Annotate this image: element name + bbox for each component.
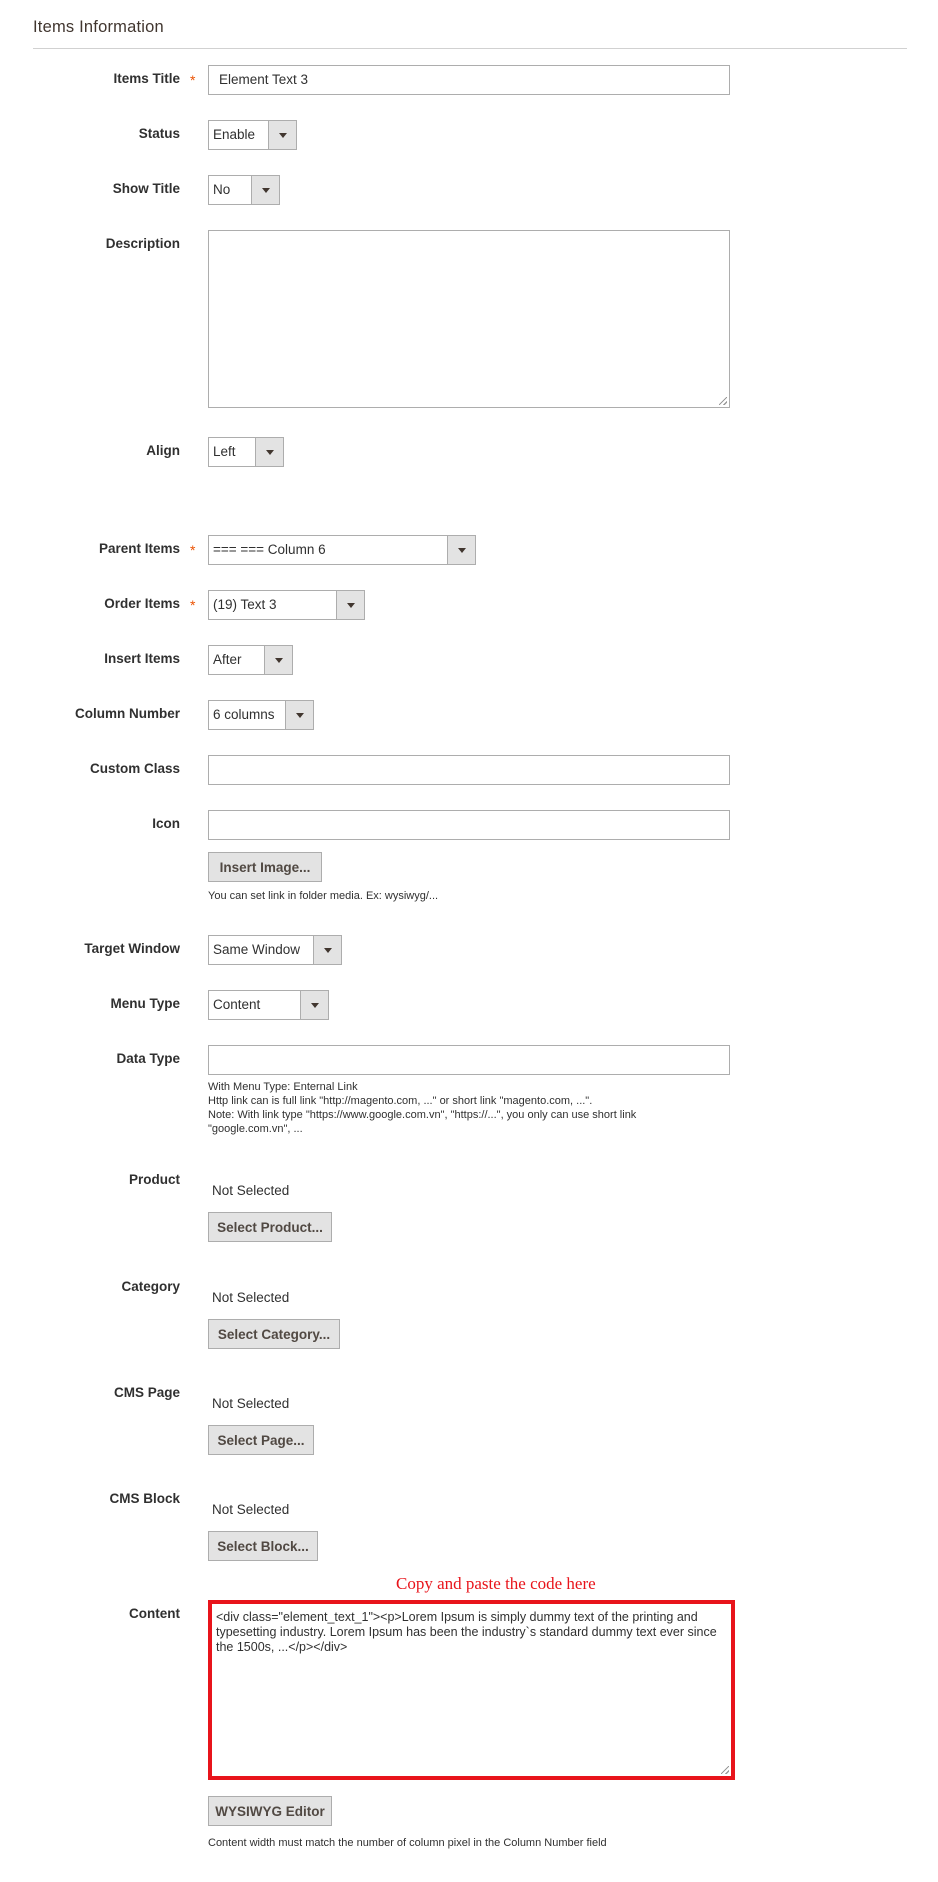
select-page-button[interactable]: Select Page...: [208, 1425, 314, 1455]
order-items-select[interactable]: [208, 590, 365, 620]
show-title-select[interactable]: [208, 175, 280, 205]
parent-items-label: Parent Items: [98, 541, 180, 556]
order-items-label: Order Items: [104, 596, 180, 611]
status-selected-value: Enable: [213, 127, 256, 142]
cms-block-status: Not Selected: [212, 1502, 290, 1517]
insert-items-label: Insert Items: [104, 651, 180, 666]
menu-type-select[interactable]: [208, 990, 329, 1020]
align-label: Align: [146, 443, 180, 458]
product-label: Product: [128, 1172, 180, 1187]
data-type-note-line: Note: With link type "https://www.google.com.vn", "https://...", you only can use short link: [208, 1109, 637, 1121]
parent-items-selected-value: === === Column 6: [213, 542, 326, 557]
chevron-down-icon: [251, 176, 279, 204]
chevron-down-icon: [264, 646, 292, 674]
required-mark: *: [190, 72, 196, 88]
insert-image-button[interactable]: Insert Image...: [208, 852, 322, 882]
chevron-down-icon: [285, 701, 313, 729]
data-type-input[interactable]: [208, 1045, 730, 1075]
resize-handle-icon[interactable]: [721, 1766, 729, 1774]
target-window-selected-value: Same Window: [213, 942, 301, 957]
chevron-down-icon: [268, 121, 296, 149]
menu-type-label: Menu Type: [110, 996, 180, 1011]
column-number-select[interactable]: [208, 700, 314, 730]
order-items-selected-value: (19) Text 3: [213, 597, 277, 612]
data-type-label: Data Type: [116, 1051, 180, 1066]
required-mark: *: [190, 542, 196, 558]
select-category-button[interactable]: Select Category...: [208, 1319, 340, 1349]
chevron-down-icon: [313, 936, 341, 964]
target-window-label: Target Window: [84, 941, 180, 956]
content-code: <div class="element_text_1"><p>Lorem Ipsum is simply dummy text of the printing and typesetting industry. Lorem Ipsum has been the industry`s standard dummy text ever since the 1500s, ...</p></div>: [216, 1610, 717, 1654]
cms-page-status: Not Selected: [212, 1396, 290, 1411]
items-title-input[interactable]: Element Text 3: [208, 65, 730, 95]
menu-type-selected-value: Content: [213, 997, 261, 1012]
show-title-selected-value: No: [213, 182, 231, 197]
content-note: Content width must match the number of column pixel in the Column Number field: [208, 1837, 607, 1849]
chevron-down-icon: [447, 536, 475, 564]
resize-handle-icon[interactable]: [719, 397, 727, 405]
select-block-button[interactable]: Select Block...: [208, 1531, 318, 1561]
category-status: Not Selected: [212, 1290, 290, 1305]
content-annotation: Copy and paste the code here: [396, 1574, 596, 1593]
show-title-label: Show Title: [112, 181, 180, 196]
items-title-label: Items Title: [113, 71, 180, 86]
required-mark: *: [190, 597, 196, 613]
column-number-selected-value: 6 columns: [213, 707, 275, 722]
select-product-button[interactable]: Select Product...: [208, 1212, 332, 1242]
chevron-down-icon: [336, 591, 364, 619]
data-type-note: [208, 1080, 728, 1136]
custom-class-label: Custom Class: [89, 761, 180, 776]
align-selected-value: Left: [213, 444, 236, 459]
icon-label: Icon: [152, 816, 180, 831]
column-number-label: Column Number: [74, 706, 180, 721]
icon-input[interactable]: [208, 810, 730, 840]
content-label: Content: [129, 1606, 180, 1621]
custom-class-input[interactable]: [208, 755, 730, 785]
cms-page-label: CMS Page: [113, 1385, 180, 1400]
data-type-note-line: Http link can is full link "http://magento.com, ..." or short link "magento.com, ...".: [208, 1095, 593, 1107]
description-label: Description: [105, 236, 180, 251]
product-status: Not Selected: [212, 1183, 290, 1198]
chevron-down-icon: [255, 438, 283, 466]
wysiwyg-editor-button[interactable]: WYSIWYG Editor: [208, 1796, 332, 1826]
section-title: Items Information: [33, 18, 164, 36]
insert-items-selected-value: After: [213, 652, 242, 667]
status-select[interactable]: [208, 120, 297, 150]
description-textarea[interactable]: [208, 230, 730, 408]
content-textarea[interactable]: [208, 1600, 735, 1780]
parent-items-select[interactable]: [208, 535, 476, 565]
chevron-down-icon: [300, 991, 328, 1019]
insert-items-select[interactable]: [208, 645, 293, 675]
icon-note: You can set link in folder media. Ex: wysiwyg/...: [208, 890, 439, 902]
target-window-select[interactable]: [208, 935, 342, 965]
data-type-note-line: "google.com.vn", ...: [208, 1123, 303, 1135]
category-label: Category: [121, 1279, 180, 1294]
section-divider: [33, 48, 907, 49]
align-select[interactable]: [208, 437, 284, 467]
data-type-note-line: With Menu Type: Enternal Link: [208, 1081, 358, 1093]
cms-block-label: CMS Block: [109, 1491, 180, 1506]
status-label: Status: [138, 126, 180, 141]
